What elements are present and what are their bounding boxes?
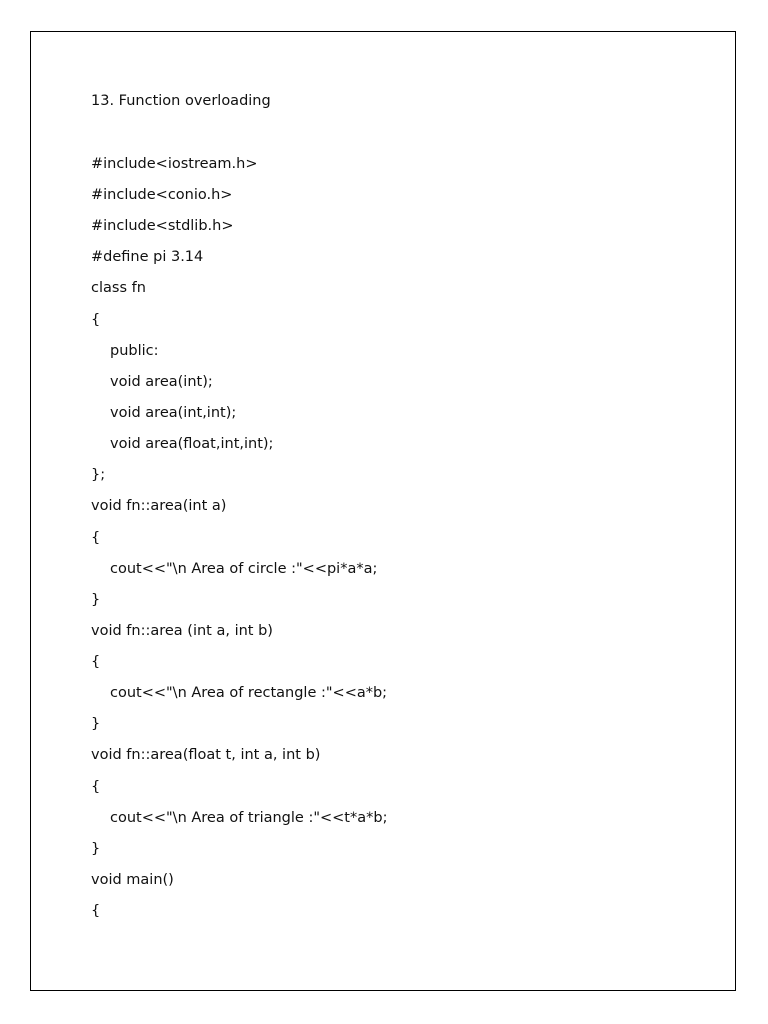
code-line: void area(int,int); [110, 405, 237, 421]
code-line: } [91, 841, 101, 857]
code-line: void area(float,int,int); [110, 436, 274, 452]
code-line: #include<conio.h> [91, 187, 233, 203]
code-line: } [91, 592, 101, 608]
code-line: void fn::area(float t, int a, int b) [91, 747, 321, 763]
code-line: { [91, 312, 101, 328]
code-line: public: [110, 343, 159, 359]
code-line: { [91, 654, 101, 670]
code-line: class fn [91, 280, 146, 296]
code-line: cout<<"\n Area of circle :"<<pi*a*a; [110, 561, 378, 577]
code-line: #include<iostream.h> [91, 156, 258, 172]
code-line: cout<<"\n Area of rectangle :"<<a*b; [110, 685, 388, 701]
code-line: void fn::area (int a, int b) [91, 623, 273, 639]
code-line: #define pi 3.14 [91, 249, 204, 265]
code-line: void main() [91, 872, 174, 888]
code-line: }; [91, 467, 106, 483]
code-line: { [91, 530, 101, 546]
code-line: void fn::area(int a) [91, 498, 227, 514]
code-line: void area(int); [110, 374, 213, 390]
code-line: #include<stdlib.h> [91, 218, 234, 234]
document-page [30, 31, 736, 991]
code-line: } [91, 716, 101, 732]
document-heading: 13. Function overloading [91, 93, 271, 109]
code-line: { [91, 779, 101, 795]
code-line: cout<<"\n Area of triangle :"<<t*a*b; [110, 810, 388, 826]
code-line: { [91, 903, 101, 919]
